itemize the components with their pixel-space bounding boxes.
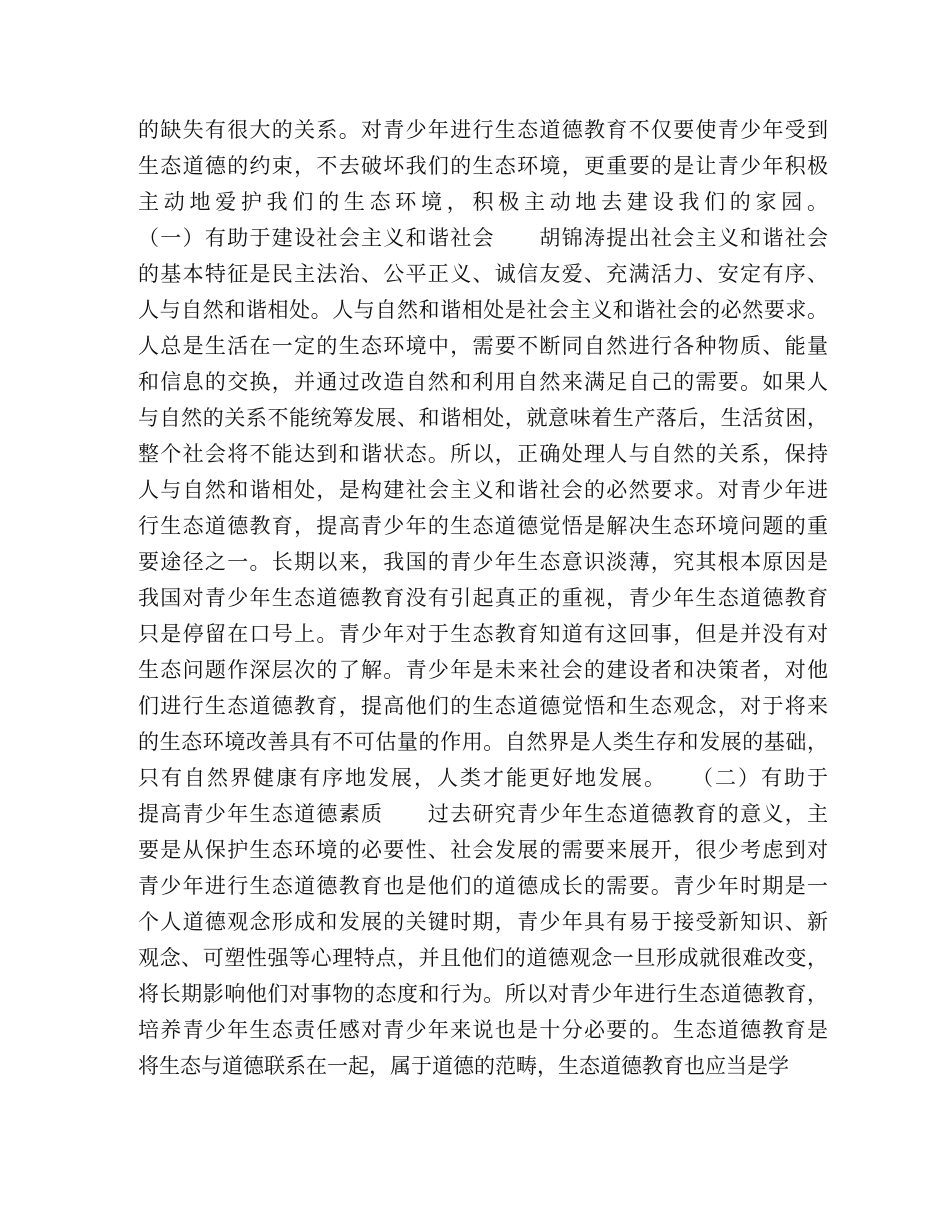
text-line: 与自然的关系不能统筹发展、和谐相处，就意味着生产落后，生活贫困， — [138, 406, 828, 430]
text-line: 主动地爱护我们的生态环境，积极主动地去建设我们的家园。 — [138, 190, 828, 214]
text-line: 要途径之一。长期以来，我国的青少年生态意识淡薄，究其根本原因是 — [138, 550, 828, 574]
section-heading-line: （一）有助于建设社会主义和谐社会 胡锦涛提出社会主义和谐社会 — [138, 226, 828, 250]
text-line: 的生态环境改善具有不可估量的作用。自然界是人类生存和发展的基础， — [138, 730, 828, 754]
text-line: 我国对青少年生态道德教育没有引起真正的重视，青少年生态道德教育 — [138, 586, 828, 610]
text-line: 们进行生态道德教育，提高他们的生态道德觉悟和生态观念，对于将来 — [138, 694, 828, 718]
text-line: 生态道德的约束，不去破坏我们的生态环境，更重要的是让青少年积极 — [138, 154, 828, 178]
text-line: 的基本特征是民主法治、公平正义、诚信友爱、充满活力、安定有序、 — [138, 262, 828, 286]
text-line: 观念、可塑性强等心理特点，并且他们的道德观念一旦形成就很难改变， — [138, 946, 828, 970]
section-heading-line: 提高青少年生态道德素质 过去研究青少年生态道德教育的意义，主 — [138, 802, 828, 826]
body-text — [138, 112, 828, 1084]
text-line: 人与自然和谐相处，是构建社会主义和谐社会的必然要求。对青少年进 — [138, 478, 828, 502]
text-line: 人总是生活在一定的生态环境中，需要不断同自然进行各种物质、能量 — [138, 334, 828, 358]
text-line: 人与自然和谐相处。人与自然和谐相处是社会主义和谐社会的必然要求。 — [138, 298, 828, 322]
text-line: 生态问题作深层次的了解。青少年是未来社会的建设者和决策者，对他 — [138, 658, 828, 682]
text-line: 行生态道德教育，提高青少年的生态道德觉悟是解决生态环境问题的重 — [138, 514, 828, 538]
text-line: 将长期影响他们对事物的态度和行为。所以对青少年进行生态道德教育， — [138, 982, 828, 1006]
text-line: 的缺失有很大的关系。对青少年进行生态道德教育不仅要使青少年受到 — [138, 118, 828, 142]
section-heading-line: 只有自然界健康有序地发展，人类才能更好地发展。 （二）有助于 — [138, 766, 828, 790]
text-line: 和信息的交换，并通过改造自然和利用自然来满足自己的需要。如果人 — [138, 370, 828, 394]
text-line: 青少年进行生态道德教育也是他们的道德成长的需要。青少年时期是一 — [138, 874, 828, 898]
text-line: 只是停留在口号上。青少年对于生态教育知道有这回事，但是并没有对 — [138, 622, 828, 646]
text-line: 培养青少年生态责任感对青少年来说也是十分必要的。生态道德教育是 — [138, 1018, 828, 1042]
text-line: 将生态与道德联系在一起，属于道德的范畴，生态道德教育也应当是学 — [138, 1054, 789, 1078]
text-line: 要是从保护生态环境的必要性、社会发展的需要来展开，很少考虑到对 — [138, 838, 828, 862]
text-line: 个人道德观念形成和发展的关键时期，青少年具有易于接受新知识、新 — [138, 910, 828, 934]
text-line: 整个社会将不能达到和谐状态。所以，正确处理人与自然的关系，保持 — [138, 442, 828, 466]
